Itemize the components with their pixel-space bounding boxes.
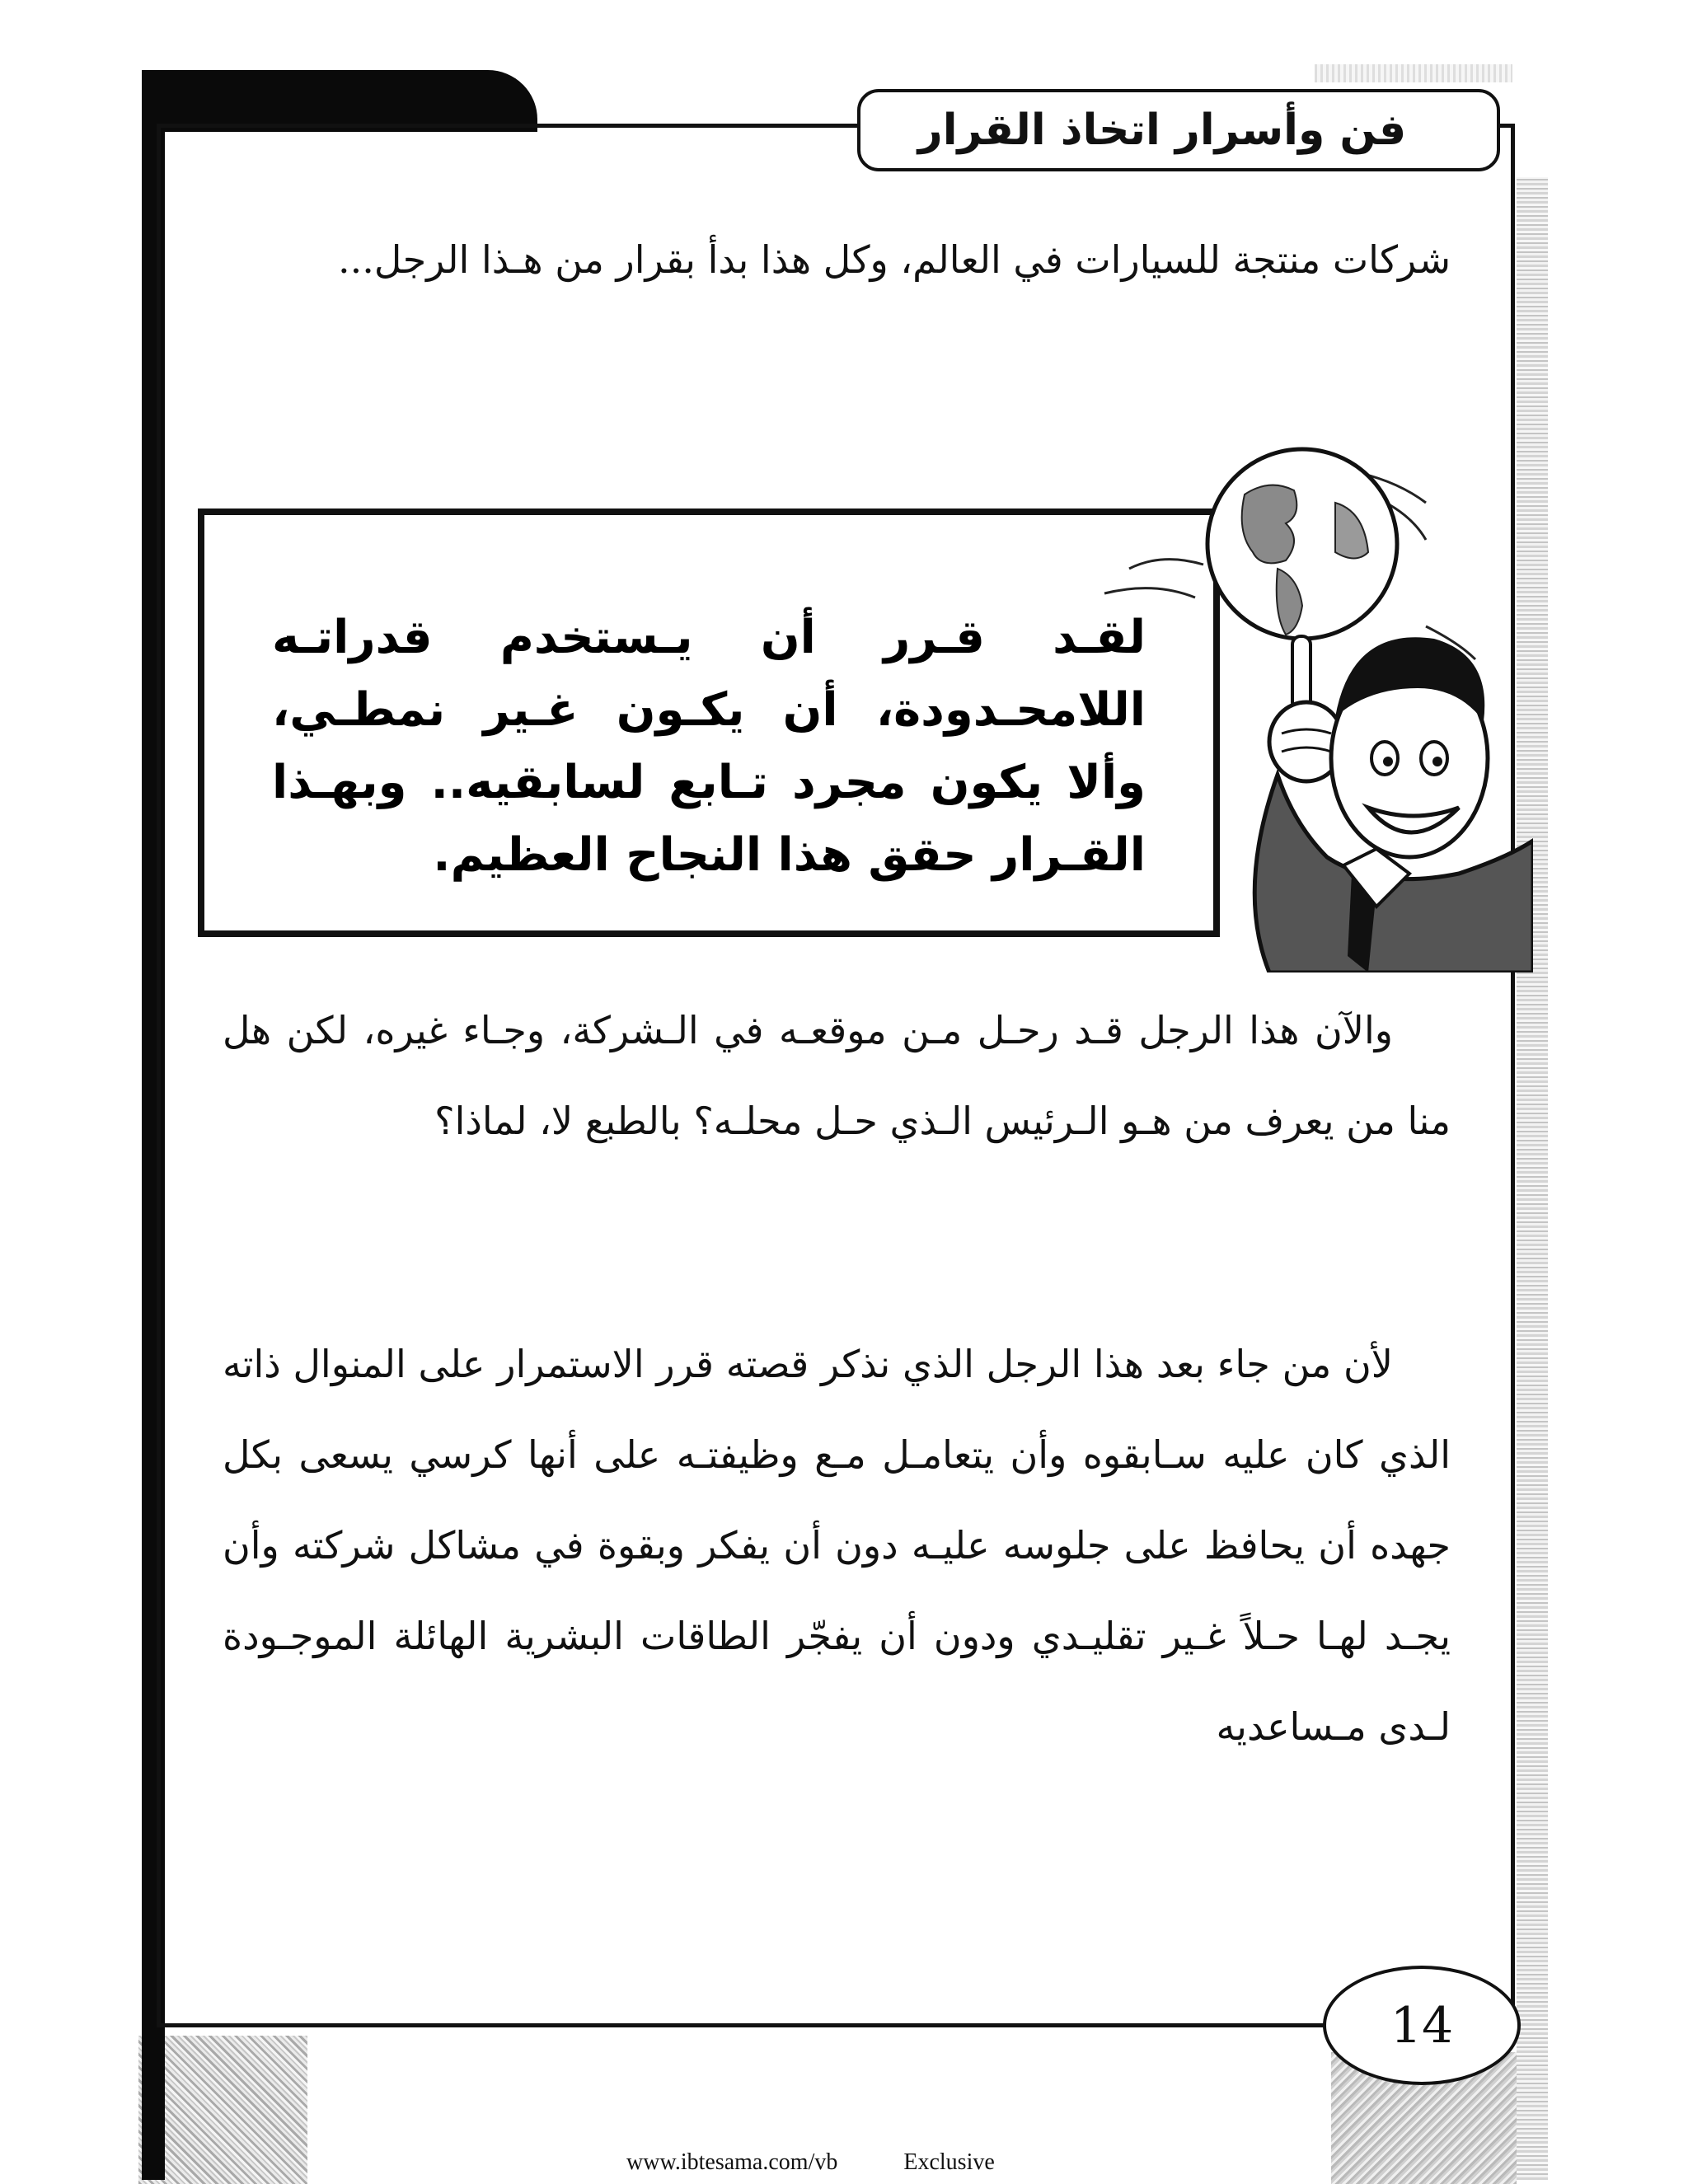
- book-title: فن وأسرار اتخاذ القرار: [917, 105, 1407, 155]
- man-spinning-globe-illustration: [1071, 445, 1533, 972]
- paragraph-3: لأن من جاء بعد هذا الرجل الذي نذكر قصته قرر الاستمرار على المنوال ذاته الذي كان عليه سـابقوه وأن يتعامـل مـع وظيفتـه على أنها كرسي يسعى بكل جهده أن يحافظ على جلوسه عليـه دون أن يفكر وبقوة في مشاكل شركته وأن يجـد لهـا حـلاً غـير تقليـدي ودون أن يفجّر الطاقات البشرية الهائلة الموجـودة لـدى مـساعديه: [223, 1342, 1451, 1749]
- footer-label: Exclusive: [903, 2149, 995, 2175]
- footer: [626, 2149, 995, 2176]
- paragraph-2: والآن هذا الرجل قـد رحـل مـن موقعـه في الـشركة، وجـاء غيره، لكن هل منا من يعرف من هـو الـرئيس الـذي حـل محلـه؟ بالطبع لا، لماذا؟: [223, 1008, 1451, 1143]
- callout-text: لقـد قـرر أن يـستخدم قدراتـه اللامحـدودة، أن يكـون غـير نمطـي، وألا يكون مجرد تـابع لسابقيه.. وبهـذا القـرار حقق هذا النجاح العظيم.: [272, 611, 1146, 882]
- footer-url[interactable]: www.ibtesama.com/vb: [626, 2149, 838, 2175]
- scan-edge-top: [1315, 64, 1512, 82]
- paragraph-1: شركات منتجة للسيارات في العالم، وكل هذا بدأ بقرار من هـذا الرجل...: [338, 237, 1451, 282]
- running-header: [857, 89, 1500, 171]
- page-number-badge: [1323, 1966, 1521, 2085]
- page-number: 14: [1390, 1996, 1454, 2055]
- spine-tab: [142, 70, 537, 132]
